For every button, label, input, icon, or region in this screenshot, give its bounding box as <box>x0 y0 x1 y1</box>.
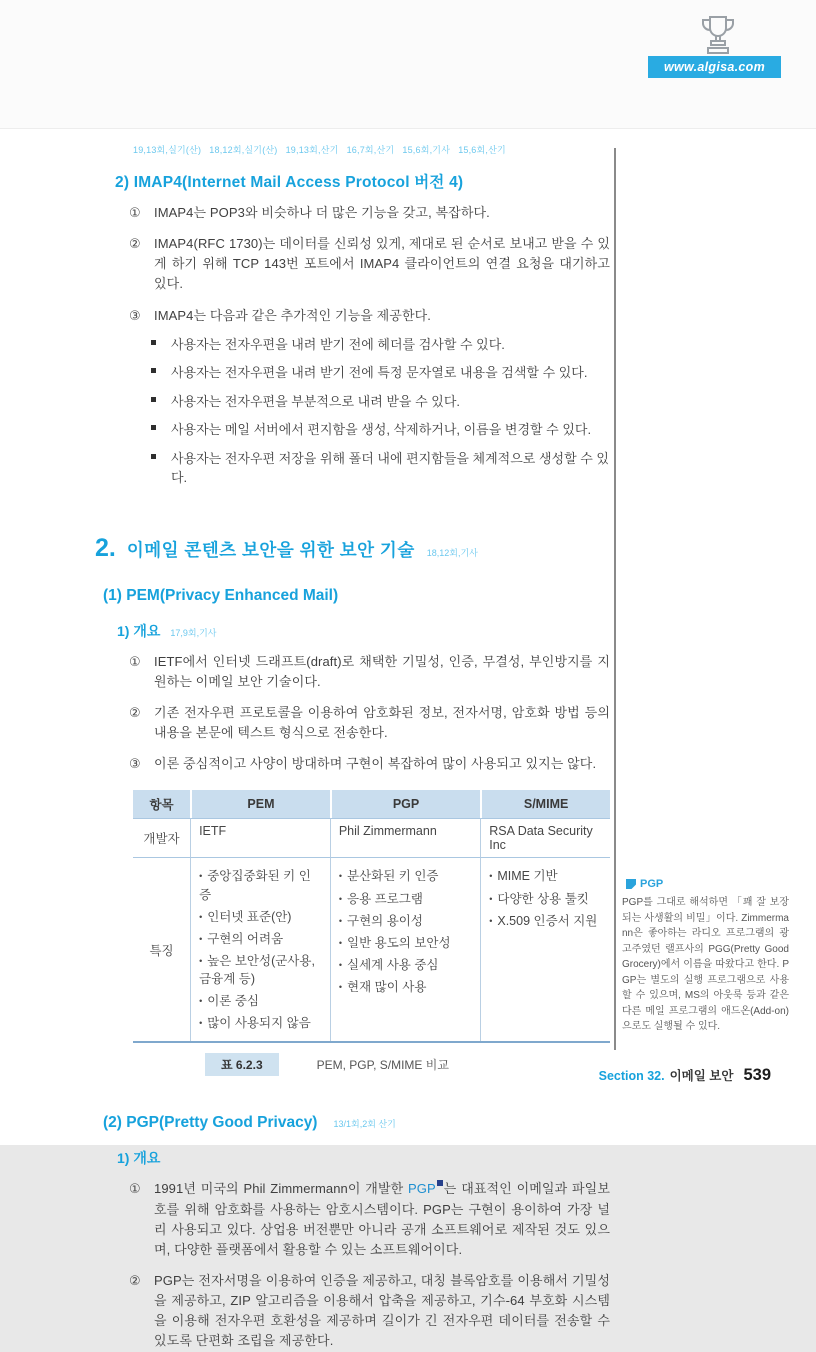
feature-item: • 중앙집중화된 키 인증 <box>199 867 322 903</box>
row-label: 개발자 <box>133 818 190 857</box>
item-text: IETF에서 인터넷 드래프트(draft)로 채택한 기밀성, 인증, 무결성, 부인방지를 지원하는 이메일 보안 기술이다. <box>154 653 610 689</box>
section-title: 이메일 콘텐츠 보안을 위한 보안 기술 <box>126 539 415 560</box>
item-text: IMAP4(RFC 1730)는 데이터를 신뢰성 있게, 제대로 된 순서로 보내고 받을 수 있게 하기 위해 TCP 143번 포트에서 IMAP4 클라이언트의 연결 요청을 대기하고 있다. <box>154 236 610 292</box>
pem-heading <box>103 587 610 605</box>
col-header: S/MIME <box>480 790 610 818</box>
main-column <box>95 143 610 1352</box>
table-cell <box>480 857 610 1041</box>
feature-item: • 실세계 사용 중심 <box>339 956 472 974</box>
heading-text: 1) 개요 <box>117 622 161 639</box>
text-run: 1991년 미국의 Phil Zimmermann이 개발한 <box>154 1181 409 1197</box>
section-2-heading <box>95 534 610 563</box>
margin-divider-line <box>614 148 616 1050</box>
exam-tag: 13/1회,2회 산기 <box>333 1119 396 1130</box>
caption-text: PEM, PGP, S/MIME 비교 <box>316 1058 449 1073</box>
feature-list-pgp <box>339 867 472 996</box>
table-cell: RSA Data Security Inc <box>480 818 610 857</box>
section-number: 2. <box>95 533 116 562</box>
list-item <box>151 420 610 440</box>
imap4-item-2 <box>129 234 610 294</box>
item-text: IMAP4는 다음과 같은 추가적인 기능을 제공한다. <box>154 307 431 323</box>
feature-item: • 구현의 용이성 <box>339 912 472 930</box>
item-text: 기존 전자우편 프로토콜을 이용하여 암호화된 정보, 전자서명, 암호화 방법 등의 내용을 본문에 텍스트 형식으로 전송한다. <box>154 704 610 741</box>
item-number: ② <box>129 236 141 252</box>
pgp-term: PGP <box>408 1181 436 1197</box>
bullet-text: 사용자는 전자우편을 내려 받기 전에 헤더를 검사할 수 있다. <box>171 336 505 352</box>
feature-item: • 현재 많이 사용 <box>339 978 472 996</box>
table-row <box>133 818 610 857</box>
item-number: ② <box>129 1272 141 1288</box>
margin-note-title <box>622 878 789 890</box>
pgp-heading <box>103 1114 610 1132</box>
footer-page-number: 539 <box>743 1066 771 1084</box>
table-cell: Phil Zimmermann <box>330 818 480 857</box>
feature-item: • 많이 사용되지 않음 <box>199 1014 322 1032</box>
bullet-text: 사용자는 전자우편을 내려 받기 전에 특정 문자열로 내용을 검색할 수 있다. <box>171 365 588 381</box>
pem-item-3 <box>129 754 610 774</box>
note-icon <box>626 879 636 889</box>
imap4-item-3 <box>129 306 610 326</box>
pem-item-2 <box>129 703 610 743</box>
note-title-text: PGP <box>640 878 664 890</box>
exam-tag: 18,12회,기사 <box>426 547 478 558</box>
feature-item: • 일반 용도의 보안성 <box>339 934 472 952</box>
bullet-text: 사용자는 전자우편을 부분적으로 내려 받을 수 있다. <box>171 393 461 409</box>
pgp-overview-heading <box>117 1148 610 1168</box>
feature-item: • 인터넷 표준(안) <box>199 908 322 926</box>
table-row <box>133 857 610 1041</box>
bullet-text: 사용자는 메일 서버에서 편지함을 생성, 삭제하거나, 이름을 변경할 수 있다. <box>171 422 592 438</box>
item-text <box>154 1179 610 1260</box>
list-item <box>151 363 610 383</box>
heading-text: 1) 개요 <box>117 1150 161 1167</box>
square-bullet-icon <box>151 363 171 383</box>
exam-tags: 19,13회,실기(산) 18,12회,실기(산) 19,13회,산기 16,7회,산기 15,6회,기사 15,6회,산기 <box>133 145 506 155</box>
table-header-row <box>133 790 610 818</box>
site-url: www.algisa.com <box>664 60 765 74</box>
imap4-feature-list <box>151 335 610 488</box>
item-number: ① <box>129 1181 141 1197</box>
table-caption <box>205 1053 610 1076</box>
feature-item: • 높은 보안성(군사용, 금융계 등) <box>199 952 322 988</box>
table-cell <box>330 857 480 1041</box>
pgp-item-2 <box>129 1271 610 1352</box>
item-number: ③ <box>129 756 141 772</box>
feature-list-pem <box>199 867 322 1032</box>
col-header: PGP <box>330 790 480 818</box>
square-bullet-icon <box>151 335 171 355</box>
feature-item: • 이론 중심 <box>199 992 322 1010</box>
square-bullet-icon <box>151 449 171 488</box>
table-cell <box>190 857 330 1041</box>
item-text: IMAP4는 POP3와 비슷하나 더 많은 기능을 갖고, 복잡하다. <box>154 205 490 220</box>
list-item <box>151 449 610 488</box>
square-bullet-icon <box>151 392 171 412</box>
bullet-text: 사용자는 전자우편 저장을 위해 폴더 내에 편지함들을 체계적으로 생성할 수 있다. <box>171 450 609 486</box>
list-item <box>151 392 610 412</box>
pgp-item-1 <box>129 1179 610 1260</box>
table-cell: IETF <box>190 818 330 857</box>
row-label: 특징 <box>133 857 190 1041</box>
margin-note-body: PGP를 그대로 해석하면 「꽤 잘 보장되는 사생활의 비밀」이다. Zimmermann은 좋아하는 라디오 프로그램의 광고주였던 랠프사의 PGG(Pretty Good Grocery)에서 이름을 따왔다고 한다. PGP는 별도의 실행 프로그램으로 사용할 수 있으며, MS의 아웃룩 등과 같은 다른 메일 프로그램의 애드온(Add-on)으로도 실행될 수 있다. <box>622 897 789 1032</box>
comparison-table <box>133 790 610 1043</box>
feature-item: • X.509 인증서 지원 <box>489 912 602 930</box>
pem-overview-heading <box>117 621 610 641</box>
note-reference-icon <box>437 1180 443 1186</box>
text-run: 는 대표적인 이메일과 파일보호를 위해 암호화를 사용하는 암호시스템이다. PGP는 구현이 용이하여 가장 널리 사용되고 있다. 상업용 버전뿐만 아니라 공개 소프트웨어로 제작된 것도 있으며, 다양한 플랫폼에서 활용할 수 있는 소프트웨어이다. <box>154 1181 610 1257</box>
footer-section-label: Section 32. <box>598 1069 665 1083</box>
site-banner <box>648 56 781 78</box>
imap4-heading: 2) IMAP4(Internet Mail Access Protocol 버전 4) <box>115 174 464 191</box>
item-number: ③ <box>129 307 141 323</box>
item-number: ② <box>129 704 141 720</box>
pem-item-1 <box>129 652 610 692</box>
feature-item: • 응용 프로그램 <box>339 890 472 908</box>
item-text: 이론 중심적이고 사양이 방대하며 구현이 복잡하여 많이 사용되고 있지는 않다. <box>154 756 597 772</box>
item-text: PGP는 전자서명을 이용하여 인증을 제공하고, 대칭 블록암호를 이용해서 기밀성을 제공하고, ZIP 알고리즘을 이용해서 압축을 제공하고, 기수-64 부호화 시스템을 이용해 전자우편 호환성을 제공하며 길이가 긴 전자우편 데이터를 전송할 수 있도록 단편화 조립을 제공한다. <box>154 1272 610 1349</box>
feature-item: • 구현의 어려움 <box>199 930 322 948</box>
imap4-item-1 <box>129 203 610 223</box>
col-header: PEM <box>190 790 330 818</box>
caption-label: 표 6.2.3 <box>205 1053 279 1076</box>
heading-text: (1) PEM(Privacy Enhanced Mail) <box>103 586 339 604</box>
feature-item: • MIME 기반 <box>489 867 602 885</box>
list-item <box>151 335 610 355</box>
col-header: 항목 <box>133 790 190 818</box>
feature-item: • 다양한 상용 툴킷 <box>489 890 602 908</box>
heading-text: (2) PGP(Pretty Good Privacy) <box>103 1114 318 1132</box>
exam-tag: 17,9회,기사 <box>170 627 217 638</box>
page-footer <box>599 1066 771 1085</box>
feature-item: • 분산화된 키 인증 <box>339 867 472 885</box>
footer-section-title: 이메일 보안 <box>669 1069 734 1083</box>
item-number: ① <box>129 653 141 669</box>
feature-list-smime <box>489 867 602 929</box>
square-bullet-icon <box>151 420 171 440</box>
item-number: ① <box>129 205 141 220</box>
margin-note-pgp <box>622 878 789 1035</box>
